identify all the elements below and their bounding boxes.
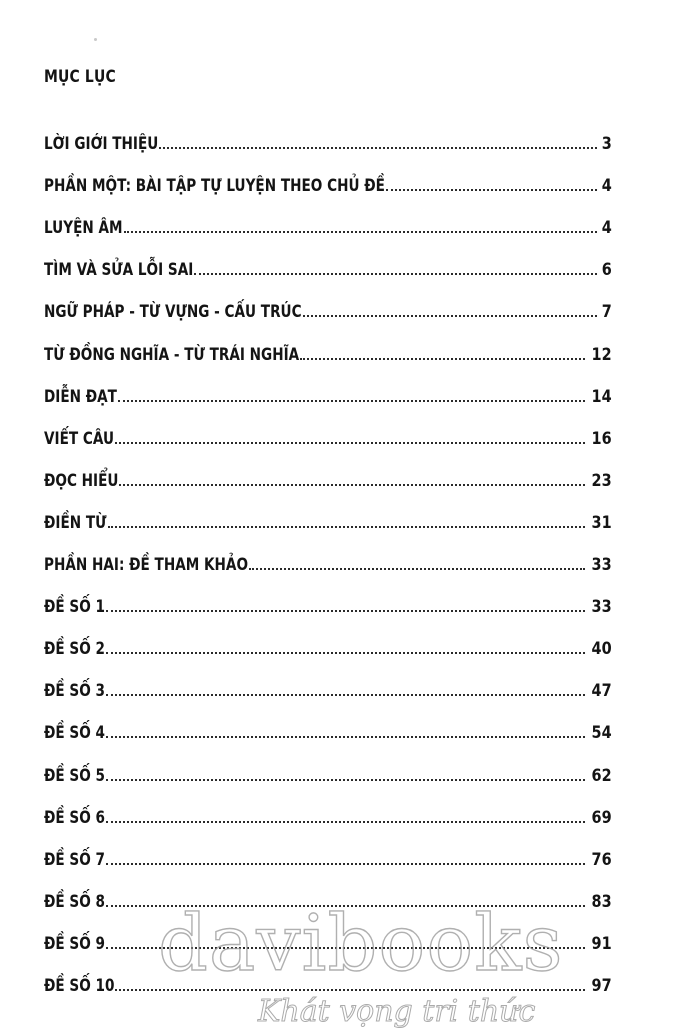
toc-dot-leader xyxy=(106,779,585,781)
toc-entry-label: LUYỆN ÂM xyxy=(44,218,123,239)
toc-entry-page-number: 47 xyxy=(591,681,612,702)
toc-entry-page-number: 4 xyxy=(601,218,612,239)
toc-entry-page-number: 76 xyxy=(591,849,612,870)
toc-entry xyxy=(44,112,612,154)
toc-entry-label: ĐIỀN TỪ xyxy=(44,512,107,533)
toc-entry xyxy=(44,365,612,407)
toc-entry-page-number: 40 xyxy=(591,639,612,660)
toc-entry xyxy=(44,154,612,196)
toc-entry-label: ĐỀ SỐ 1 xyxy=(44,597,105,618)
toc-dot-leader xyxy=(106,694,585,696)
toc-entry-label: ĐỀ SỐ 2 xyxy=(44,639,105,660)
toc-entry xyxy=(44,238,612,280)
toc-entry-label: ĐỀ SỐ 8 xyxy=(44,891,105,912)
toc-entry-page-number: 91 xyxy=(591,933,612,954)
toc-entry-page-number: 14 xyxy=(591,386,612,407)
toc-dot-leader xyxy=(118,400,585,402)
toc-entry xyxy=(44,407,612,449)
toc-entry xyxy=(44,533,612,575)
toc-entry xyxy=(44,196,612,238)
watermark-brand: davibooks xyxy=(158,899,564,989)
toc-dot-leader xyxy=(303,315,598,317)
toc-entry-page-number: 4 xyxy=(601,176,612,197)
toc-dot-leader xyxy=(106,947,585,949)
toc-dot-leader xyxy=(386,189,597,191)
toc-entry-label: ĐỀ SỐ 3 xyxy=(44,681,105,702)
toc-dot-leader xyxy=(124,231,598,233)
toc-entry xyxy=(44,491,612,533)
toc-entry-page-number: 23 xyxy=(591,470,612,491)
scan-speck xyxy=(94,38,97,41)
toc-entry-label: NGỮ PHÁP - TỪ VỰNG - CẤU TRÚC xyxy=(44,302,302,323)
toc-entry-page-number: 31 xyxy=(591,512,612,533)
toc-entry-label: ĐỀ SỐ 10 xyxy=(44,975,115,996)
toc-dot-leader xyxy=(159,147,597,149)
toc-entry-label: TÌM VÀ SỬA LỖI SAI xyxy=(44,260,194,281)
toc-entry-label: LỜI GIỚI THIỆU xyxy=(44,134,159,155)
toc-entry xyxy=(44,449,612,491)
toc-entry-page-number: 83 xyxy=(591,891,612,912)
toc-dot-leader xyxy=(106,736,585,738)
toc-dot-leader xyxy=(106,652,585,654)
toc-entry xyxy=(44,659,612,701)
toc-entry-page-number: 12 xyxy=(591,344,612,365)
toc-entry-label: ĐỀ SỐ 5 xyxy=(44,765,105,786)
toc-entry xyxy=(44,870,612,912)
toc-entry-page-number: 33 xyxy=(591,555,612,576)
toc-dot-leader xyxy=(106,821,585,823)
toc-entry-label: ĐỀ SỐ 4 xyxy=(44,723,105,744)
toc-entry-page-number: 3 xyxy=(601,134,612,155)
toc-entry-label: ĐỀ SỐ 7 xyxy=(44,849,105,870)
toc-entry-label: PHẦN MỘT: BÀI TẬP TỰ LUYỆN THEO CHỦ ĐỀ xyxy=(44,176,385,197)
toc-entry xyxy=(44,617,612,659)
toc-entry-page-number: 33 xyxy=(591,597,612,618)
watermark-tagline: Khát vọng tri thức xyxy=(258,994,536,1029)
toc-entry xyxy=(44,786,612,828)
toc-entry-label: ĐỀ SỐ 6 xyxy=(44,807,105,828)
toc-entry-page-number: 16 xyxy=(591,428,612,449)
toc-entry-page-number: 69 xyxy=(591,807,612,828)
toc-list xyxy=(44,112,612,996)
toc-dot-leader xyxy=(106,905,585,907)
toc-entry-page-number: 62 xyxy=(591,765,612,786)
toc-entry xyxy=(44,912,612,954)
toc-entry xyxy=(44,322,612,364)
toc-dot-leader xyxy=(300,358,585,360)
toc-dot-leader xyxy=(106,610,585,612)
toc-dot-leader xyxy=(115,989,585,991)
toc-dot-leader xyxy=(106,863,585,865)
toc-dot-leader xyxy=(249,568,585,570)
toc-title: MỤC LỤC xyxy=(44,67,116,87)
toc-dot-leader xyxy=(115,442,585,444)
toc-entry-label: DIỄN ĐẠT xyxy=(44,386,117,407)
toc-dot-leader xyxy=(194,273,597,275)
toc-entry-label: TỪ ĐỒNG NGHĨA - TỪ TRÁI NGHĨA xyxy=(44,344,300,365)
toc-entry xyxy=(44,954,612,996)
toc-entry xyxy=(44,575,612,617)
toc-entry-label: ĐỌC HIỂU xyxy=(44,470,119,491)
toc-entry-page-number: 54 xyxy=(591,723,612,744)
toc-entry-label: PHẦN HAI: ĐỀ THAM KHẢO xyxy=(44,555,249,576)
toc-entry-page-number: 6 xyxy=(601,260,612,281)
toc-dot-leader xyxy=(119,484,585,486)
toc-entry xyxy=(44,743,612,785)
toc-entry-page-number: 7 xyxy=(601,302,612,323)
toc-entry-page-number: 97 xyxy=(591,975,612,996)
toc-entry-label: VIẾT CÂU xyxy=(44,428,115,449)
toc-dot-leader xyxy=(108,526,586,528)
toc-entry-label: ĐỀ SỐ 9 xyxy=(44,933,105,954)
toc-entry xyxy=(44,701,612,743)
toc-entry xyxy=(44,280,612,322)
toc-entry xyxy=(44,828,612,870)
